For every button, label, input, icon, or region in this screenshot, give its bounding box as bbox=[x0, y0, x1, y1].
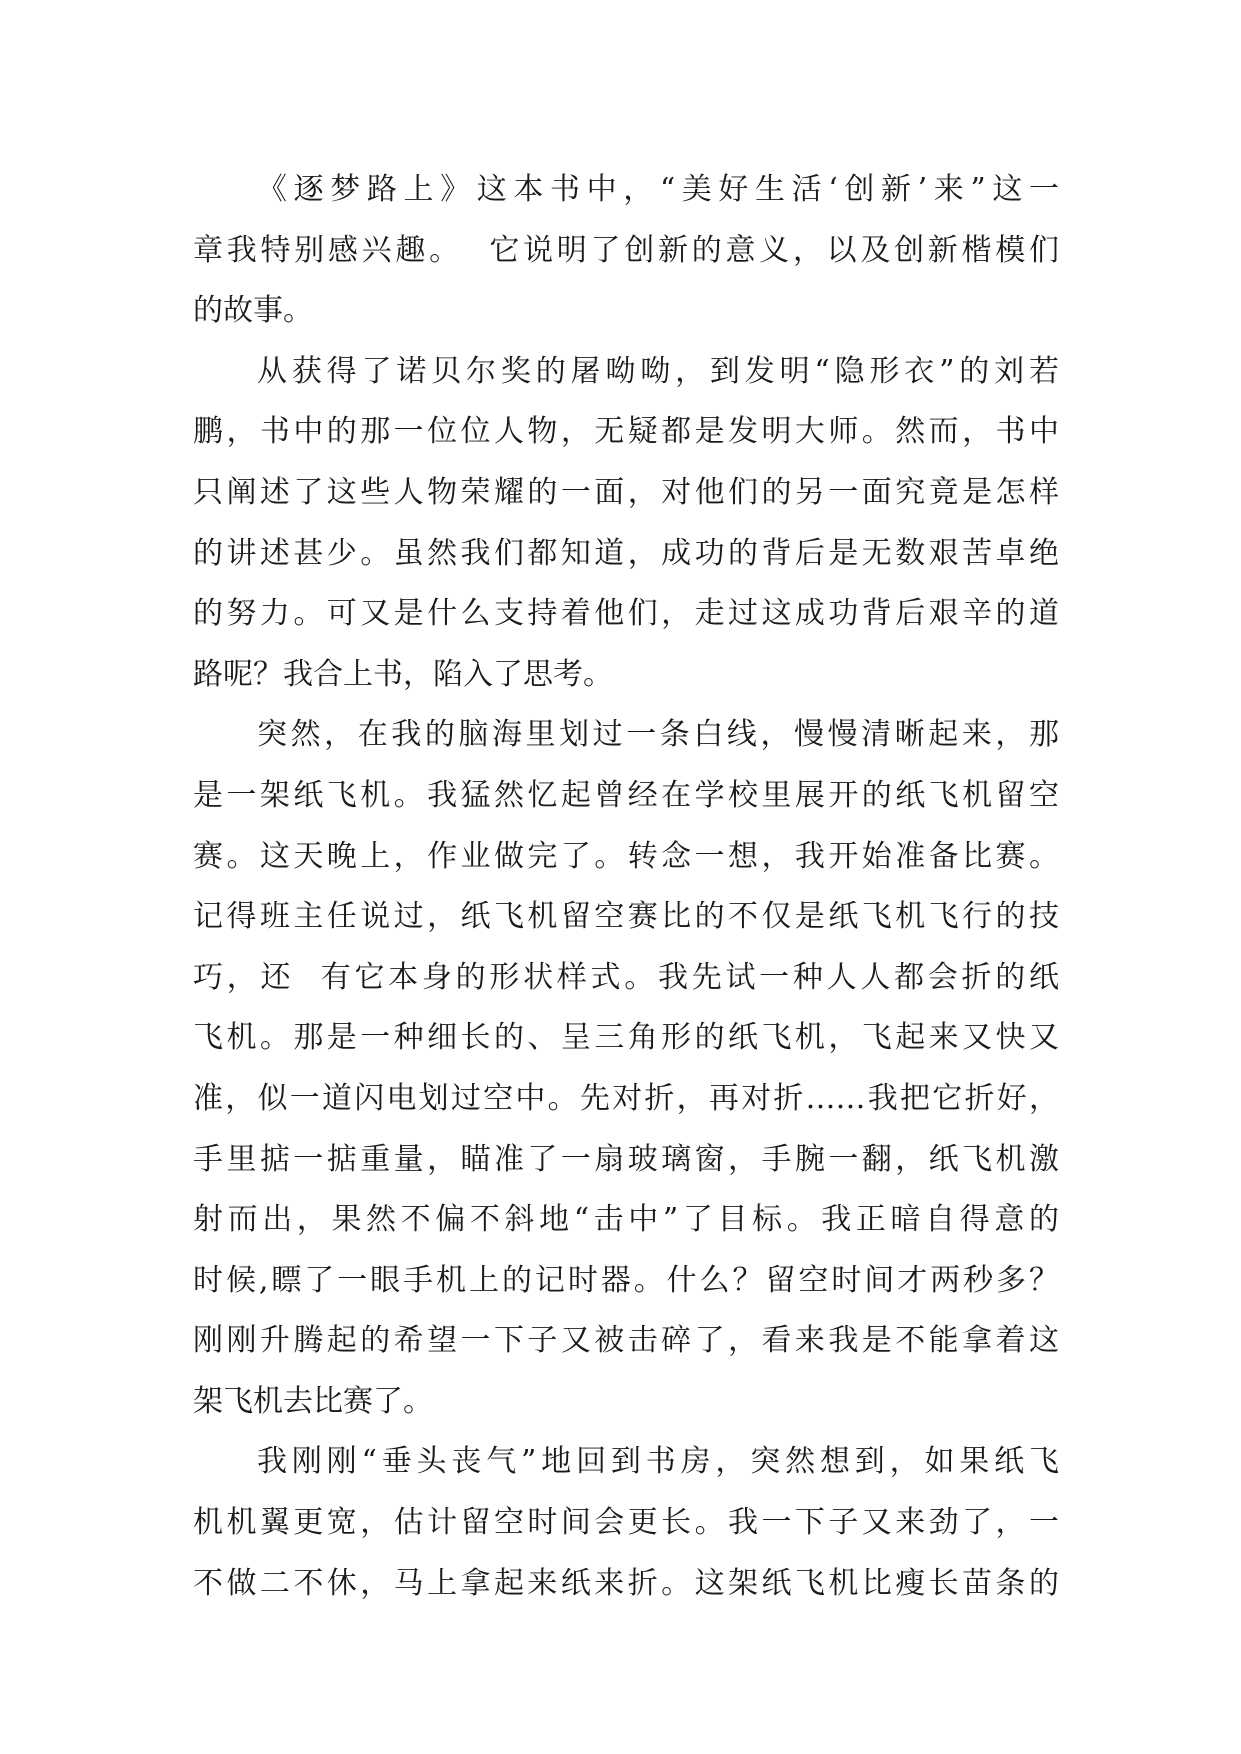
text-line: 刚刚升腾起的希望一下子又被击碎了，看来我是不能拿着这 bbox=[193, 1323, 1059, 1359]
text-line: 架飞机去比赛了。 bbox=[193, 1383, 433, 1419]
text-line: 从获得了诺贝尔奖的屠呦呦，到发明“隐形衣”的刘若 bbox=[257, 353, 1059, 389]
text-line: 巧，还 有它本身的形状样式。我先试一种人人都会折的纸 bbox=[193, 959, 1059, 995]
text-line: 路呢？我合上书，陷入了思考。 bbox=[193, 656, 613, 692]
text-line: 不做二不休，马上拿起来纸来折。这架纸飞机比瘦长苗条的 bbox=[193, 1565, 1059, 1601]
text-line: 时候,瞟了一眼手机上的记时器。什么？留空时间才两秒多？ bbox=[193, 1262, 1059, 1298]
text-line: 射而出，果然不偏不斜地“击中”了目标。我正暗自得意的 bbox=[193, 1202, 1059, 1238]
text-line: 的讲述甚少。虽然我们都知道，成功的背后是无数艰苦卓绝 bbox=[193, 535, 1059, 571]
text-line: 的故事。 bbox=[193, 293, 313, 329]
text-line: 手里掂一掂重量，瞄准了一扇玻璃窗，手腕一翻，纸飞机激 bbox=[193, 1141, 1059, 1177]
text-line: 《逐梦路上》这本书中，“美好生活‘创新’来”这一 bbox=[257, 172, 1059, 207]
text-line: 记得班主任说过，纸飞机留空赛比的不仅是纸飞机飞行的技 bbox=[193, 899, 1059, 935]
text-line: 只阐述了这些人物荣耀的一面，对他们的另一面究竟是怎样 bbox=[193, 474, 1059, 510]
text-line: 章我特别感兴趣。 它说明了创新的意义，以及创新楷模们 bbox=[193, 232, 1059, 268]
text-line: 突然，在我的脑海里划过一条白线，慢慢清晰起来，那 bbox=[257, 717, 1059, 753]
text-line: 的努力。可又是什么支持着他们，走过这成功背后艰辛的道 bbox=[193, 596, 1059, 632]
text-line: 鹏，书中的那一位位人物，无疑都是发明大师。然而，书中 bbox=[193, 414, 1059, 450]
text-line: 机机翼更宽，估计留空时间会更长。我一下子又来劲了，一 bbox=[193, 1505, 1059, 1541]
text-line: 我刚刚“垂头丧气”地回到书房，突然想到，如果纸飞 bbox=[257, 1444, 1059, 1480]
text-line: 准，似一道闪电划过空中。先对折，再对折……我把它折好， bbox=[193, 1080, 1059, 1116]
text-line: 是一架纸飞机。我猛然忆起曾经在学校里展开的纸飞机留空 bbox=[193, 777, 1059, 813]
text-line: 飞机。那是一种细长的、呈三角形的纸飞机，飞起来又快又 bbox=[193, 1020, 1059, 1056]
body-text bbox=[193, 160, 1059, 1614]
text-line: 赛。这天晚上，作业做完了。转念一想，我开始准备比赛。 bbox=[193, 838, 1059, 874]
